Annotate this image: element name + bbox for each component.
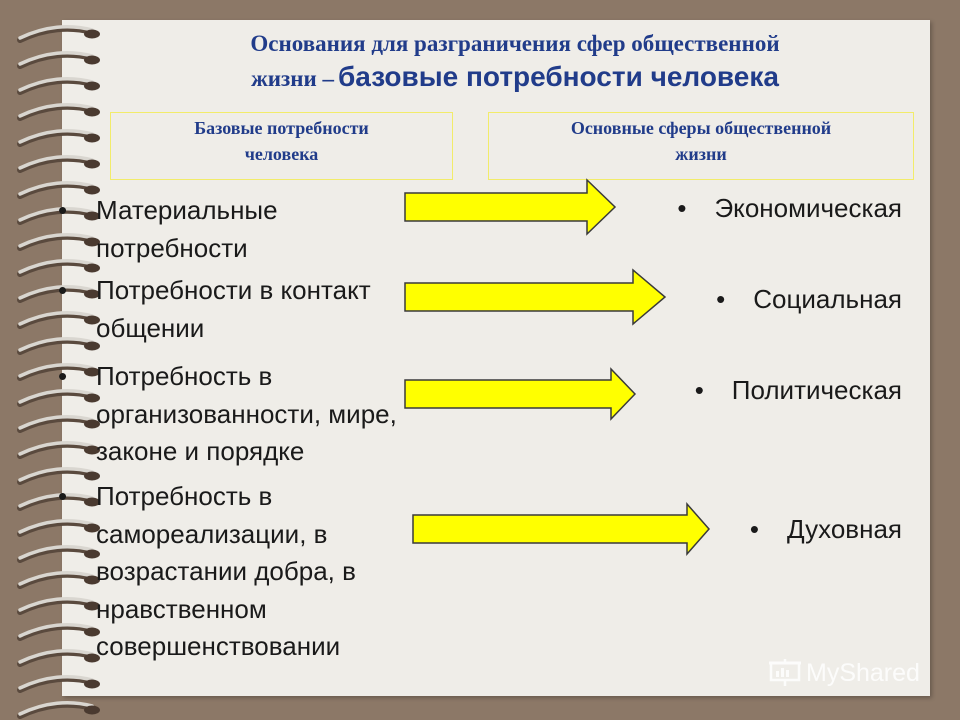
bullet: • <box>677 193 687 223</box>
slide-title <box>120 30 910 94</box>
title-line-2-prefix: жизни – <box>251 65 334 91</box>
arrow-right-icon <box>403 367 639 421</box>
watermark-text: MyShared <box>806 658 920 687</box>
arrow-right-icon <box>403 268 669 326</box>
need-line: законе и порядке <box>96 436 305 466</box>
need-line: Потребность в <box>96 361 273 391</box>
sphere-social <box>716 284 902 315</box>
need-line: Материальные <box>96 195 278 225</box>
need-line: Потребности в контакт <box>96 275 371 305</box>
sphere-political <box>695 375 902 406</box>
header-spheres-line-2: жизни <box>675 144 727 165</box>
bullet: • <box>694 375 704 405</box>
arrow-right-icon <box>403 178 619 236</box>
bullet: • <box>58 481 68 511</box>
need-item-order <box>58 358 453 471</box>
need-line: самореализации, в <box>96 518 328 549</box>
bullet: • <box>58 275 68 305</box>
bullet: • <box>716 284 726 314</box>
bullet: • <box>749 514 759 544</box>
bullet: • <box>58 361 68 391</box>
need-line: общении <box>96 312 205 343</box>
sphere-label: Экономическая <box>714 193 902 223</box>
need-line: нравственном <box>96 593 267 624</box>
sphere-label: Социальная <box>753 284 902 314</box>
header-needs-line-2: человека <box>244 144 319 165</box>
sphere-label: Политическая <box>731 375 902 405</box>
need-item-contact <box>58 272 453 347</box>
need-line: Потребность в <box>96 481 273 511</box>
sphere-label: Духовная <box>786 514 902 544</box>
watermark-logo <box>768 656 920 690</box>
title-line-1: Основания для разграничения сфер общественной <box>250 31 780 56</box>
need-item-material <box>58 192 453 267</box>
need-line: потребности <box>96 232 248 263</box>
header-needs <box>110 112 453 180</box>
presentation-board-icon <box>768 658 802 688</box>
need-line: возрастании добра, в <box>96 556 356 586</box>
header-spheres-line-1: Основные сферы общественной <box>570 118 832 138</box>
sphere-spiritual <box>750 514 902 545</box>
need-line: совершенствовании <box>96 631 341 661</box>
arrow-right-icon <box>411 502 713 556</box>
bullet: • <box>58 195 68 225</box>
header-needs-line-1: Базовые потребности <box>194 118 369 138</box>
sphere-economic <box>677 193 902 224</box>
title-line-2-main: базовые потребности человека <box>338 60 779 92</box>
header-spheres <box>488 112 914 180</box>
need-line: организованности, мире, <box>96 398 397 429</box>
need-item-self-realization <box>58 478 453 666</box>
